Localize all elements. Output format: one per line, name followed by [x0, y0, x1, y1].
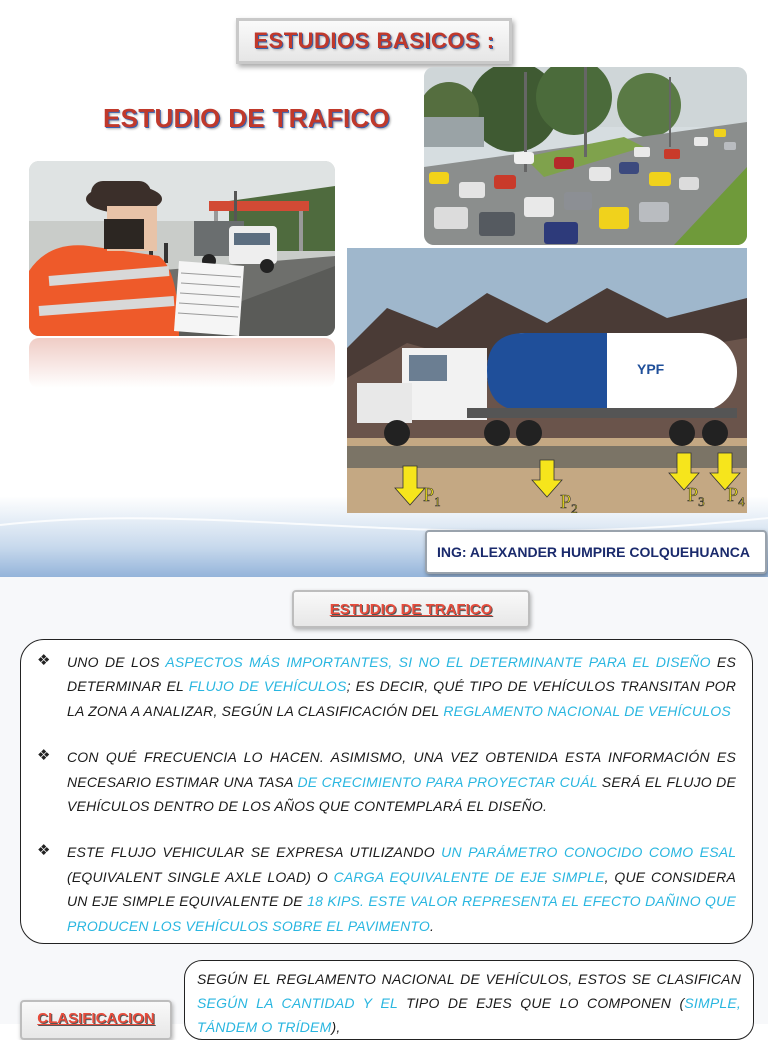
tanker-logo: YPF	[637, 361, 665, 377]
slide-title: ESTUDIOS BASICOS :	[253, 28, 495, 53]
highlight-run: DE CRECIMIENTO PARA PROYECTAR CUÁL	[297, 773, 598, 790]
tanker-truck-photo	[347, 248, 747, 513]
author-label: ING: ALEXANDER HUMPIRE COLQUEHUANCA	[425, 530, 767, 574]
section-title: ESTUDIO DE TRAFICO	[329, 600, 493, 618]
classification-label: CLASIFICACION	[20, 1000, 172, 1040]
text-run: SERÁ EL FLUJO DE VEHÍCULOS DENTRO DE LOS AÑOS QUE CONTEMPLARÁ EL DISEÑO.	[67, 773, 736, 815]
highlight-run: ASPECTOS MÁS IMPORTANTES, SI NO EL DETERMINANTE PARA EL DISEÑO	[165, 654, 711, 670]
highlight-run: REGLAMENTO NACIONAL DE VEHÍCULOS	[443, 702, 731, 719]
text-run: ESTE FLUJO VEHICULAR SE EXPRESA UTILIZANDO	[67, 844, 442, 861]
load-label-p2: $P_2$	[560, 491, 578, 513]
load-label-p1: $P_1$	[423, 484, 441, 509]
paragraph-3	[37, 840, 736, 938]
content-slide	[0, 577, 768, 1035]
text-run: .	[429, 917, 435, 934]
content-box	[20, 639, 753, 944]
text-run: UNO DE LOS	[67, 654, 166, 670]
traffic-jam-photo	[424, 67, 747, 245]
traffic-counter-photo	[29, 161, 335, 336]
text-run: ES DETERMINAR EL	[67, 654, 737, 695]
title-box	[236, 18, 512, 64]
text-run: (EQUIVALENT SINGLE AXLE LOAD) O	[67, 868, 334, 885]
load-label-p4: $P_4$	[727, 484, 745, 509]
paragraph-2	[37, 745, 736, 818]
diamond-bullet-icon: ❖	[37, 652, 51, 669]
section-title-box	[292, 590, 530, 628]
slide-subtitle: ESTUDIO DE TRAFICO	[103, 103, 391, 133]
text-run: ; ES DECIR, QUÉ TIPO DE VEHÍCULOS TRANSITAN POR LA ZONA A ANALIZAR, SEGÚN LA CLASIFICACIÓN DEL	[67, 678, 737, 719]
highlight-run: CARGA EQUIVALENTE DE EJE SIMPLE	[333, 868, 605, 885]
text-run: CON QUÉ FRECUENCIA LO HACEN. ASIMISMO, UNA VEZ OBTENIDA ESTA INFORMACIÓN ES NECESARIO ESTIMAR UNA TASA	[67, 749, 736, 790]
text-run: SEGÚN EL REGLAMENTO NACIONAL DE VEHÍCULOS, ESTOS SE CLASIFICAN	[197, 971, 741, 987]
highlight-run: UN PARÁMETRO CONOCIDO COMO ESAL	[441, 844, 736, 861]
diamond-bullet-icon: ❖	[37, 842, 51, 860]
text-run: ),	[331, 1019, 341, 1035]
highlight-run: SIMPLE, TÁNDEM O TRÍDEM	[197, 995, 741, 1035]
load-label-p3: $P_3$	[687, 484, 705, 509]
text-run: TIPO DE EJES QUE LO COMPONEN (	[397, 995, 685, 1011]
diamond-bullet-icon: ❖	[37, 747, 51, 765]
photo-reflection	[29, 338, 335, 388]
highlight-run: FLUJO DE VEHÍCULOS	[188, 678, 347, 695]
paragraph-1	[37, 650, 736, 723]
text-run: , QUE CONSIDERA UN EJE SIMPLE EQUIVALENTE DE	[67, 868, 736, 910]
highlight-run: 18 KIPS. ESTE VALOR REPRESENTA EL EFECTO DAÑINO QUE PRODUCEN LOS VEHÍCULOS SOBRE EL PAVIMENTO	[67, 893, 736, 934]
highlight-run: SEGÚN LA CANTIDAD Y EL	[197, 995, 398, 1011]
classification-text-box	[184, 960, 754, 1040]
